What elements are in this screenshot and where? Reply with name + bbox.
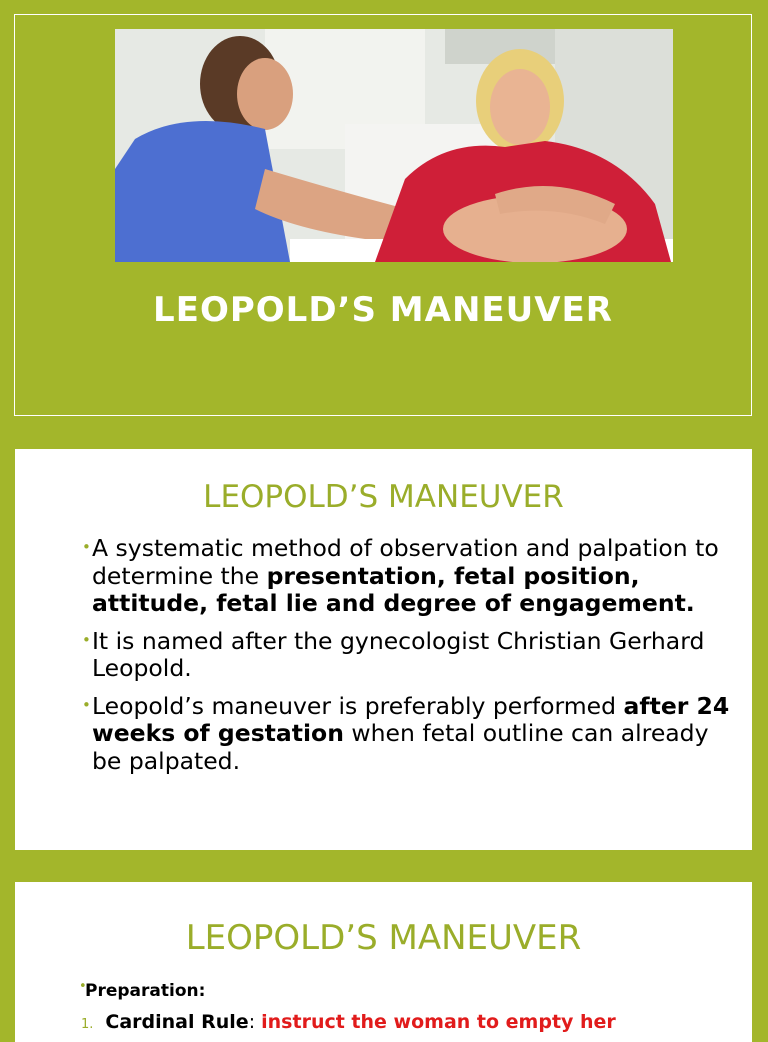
bullet-definition: • A systematic method of observation and palpation to determine the presentation, fetal position, attitude, fetal lie and degree of engagement. <box>82 534 719 617</box>
bullet-dot-icon: • <box>79 979 87 994</box>
cardinal-rule-instruction: instruct the woman to empty her <box>261 1011 616 1033</box>
nurse-palpating-pregnant-woman-photo <box>115 29 673 262</box>
definition-slide <box>15 449 752 850</box>
title-slide-heading: LEOPOLD’S MANEUVER <box>153 290 613 330</box>
bullet-dot-icon: • <box>82 695 91 714</box>
title-slide <box>14 14 752 416</box>
bullet-dot-icon: • <box>82 630 91 649</box>
slide-title: LEOPOLD’S MANEUVER <box>185 918 582 958</box>
bullet-list <box>82 534 735 785</box>
slide-title: LEOPOLD’S MANEUVER <box>203 479 564 515</box>
cardinal-rule-label: Cardinal Rule <box>105 1011 249 1033</box>
preparation-slide <box>15 882 752 1042</box>
item-number: 1. <box>81 1017 94 1032</box>
preparation-item-1: 1. Cardinal Rule: instruct the woman to empty her <box>81 1011 616 1033</box>
preparation-heading: • Preparation: <box>79 979 206 1001</box>
bullet-named-after: • It is named after the gynecologist Christian Gerhard Leopold. <box>82 626 705 682</box>
bullet-timing: • Leopold’s maneuver is preferably performed after 24 weeks of gestation when fetal outline can already be palpated. <box>82 691 730 775</box>
bullet-dot-icon: • <box>82 538 91 556</box>
